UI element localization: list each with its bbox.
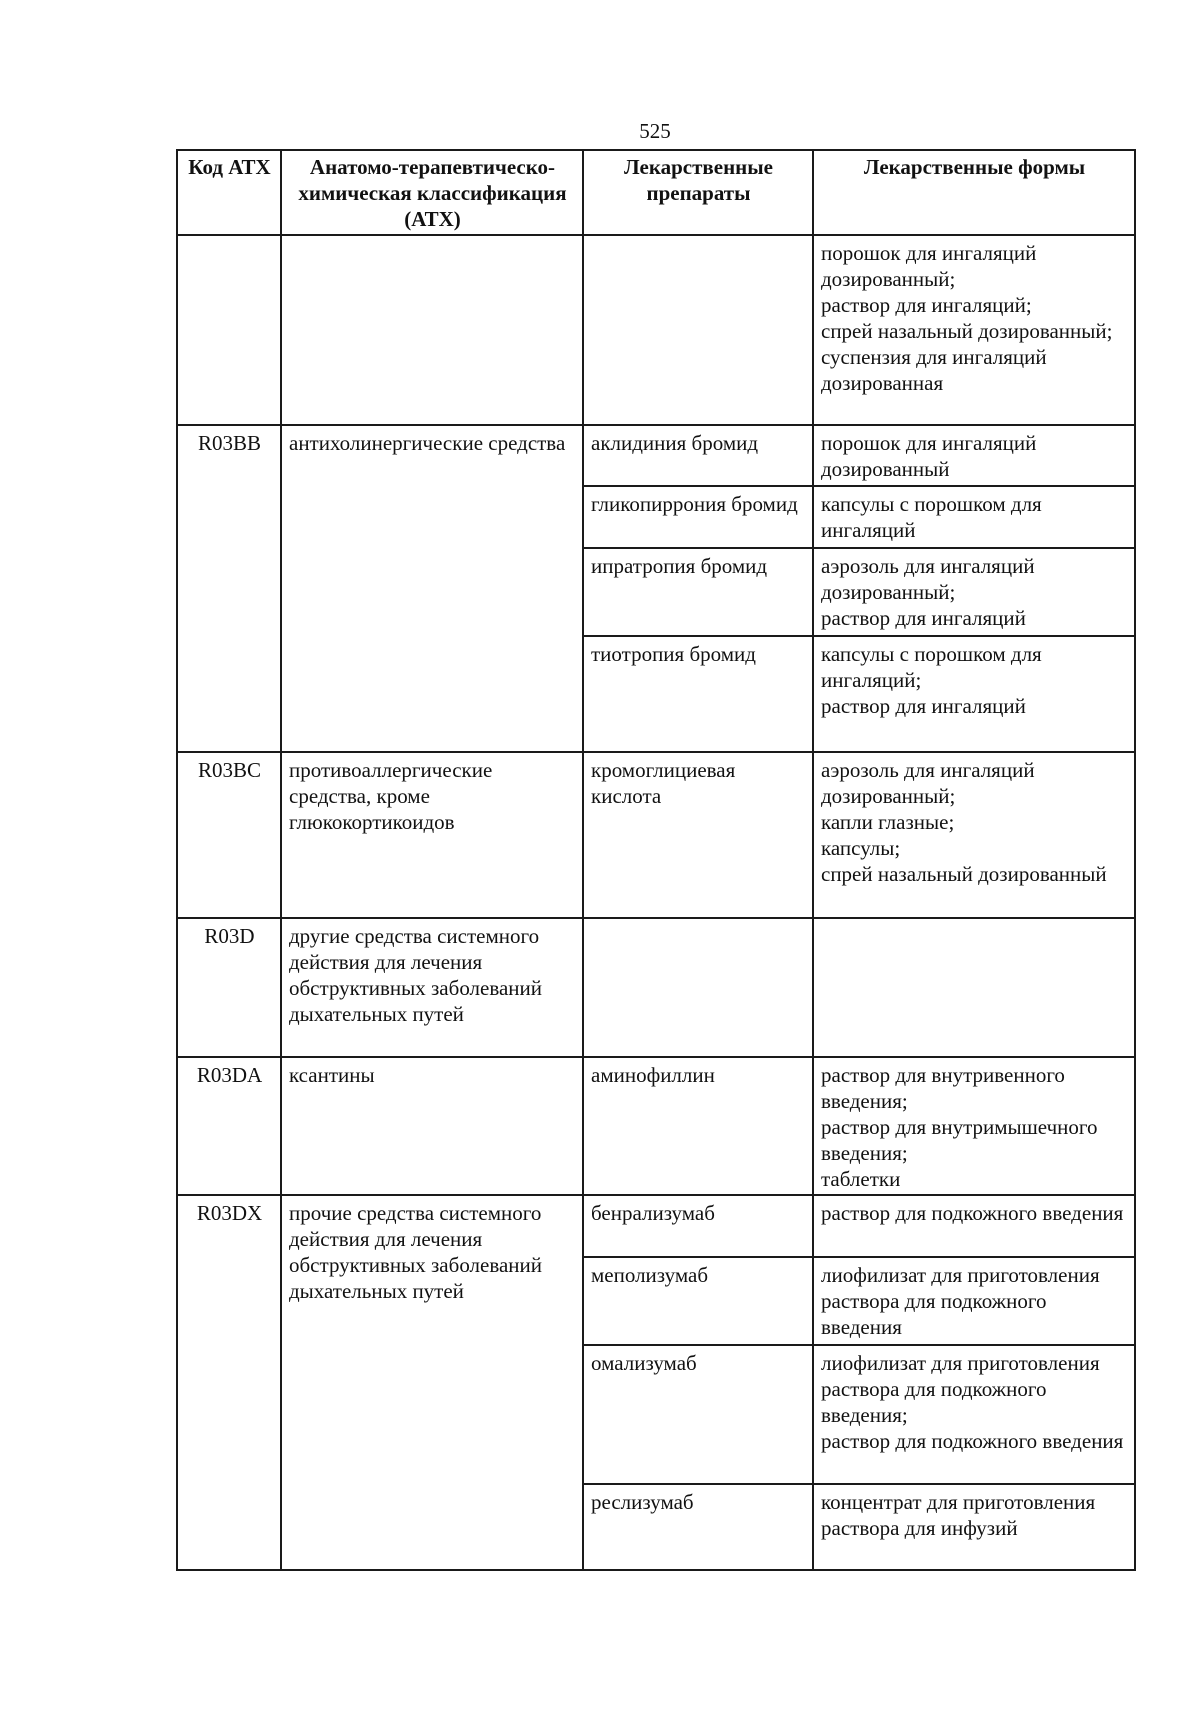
header-classification: Анатомо-терапевтическо-химическая классификация (АТХ) <box>281 150 583 235</box>
form-item: раствор для ингаляций <box>821 606 1026 630</box>
row-forms <box>813 1345 1135 1484</box>
header-forms: Лекарственные формы <box>813 150 1135 235</box>
header-drugs: Лекарственные препараты <box>583 150 813 235</box>
form-item: раствор для ингаляций; <box>821 293 1032 317</box>
row-forms <box>813 1057 1135 1195</box>
row-drug: ипратропия бромид <box>583 548 813 636</box>
row-drug <box>583 235 813 425</box>
row-drug: реслизумаб <box>583 1484 813 1570</box>
row-forms <box>813 1195 1135 1257</box>
row-forms <box>813 548 1135 636</box>
row-drug: омализумаб <box>583 1345 813 1484</box>
form-item: концентрат для приготовления раствора для инфузий <box>821 1490 1096 1540</box>
table-row <box>177 235 1135 425</box>
row-drug: меполизумаб <box>583 1257 813 1345</box>
form-item: спрей назальный дозированный <box>821 862 1107 886</box>
row-drug: аминофиллин <box>583 1057 813 1195</box>
form-item: капсулы; <box>821 836 901 860</box>
form-item: спрей назальный дозированный; <box>821 319 1113 343</box>
row-drug: аклидиния бромид <box>583 425 813 486</box>
row-drug: кромоглициевая кислота <box>583 752 813 918</box>
row-forms <box>813 1257 1135 1345</box>
row-code: R03BB <box>177 425 281 752</box>
form-item: капли глазные; <box>821 810 955 834</box>
row-forms <box>813 636 1135 752</box>
row-class: ксантины <box>281 1057 583 1195</box>
form-item: раствор для подкожного введения <box>821 1429 1124 1453</box>
table-row <box>177 1057 1135 1195</box>
form-item: лиофилизат для приготовления раствора для подкожного введения; <box>821 1351 1100 1427</box>
form-item: лиофилизат для приготовления раствора для подкожного введения <box>821 1263 1100 1339</box>
form-item: раствор для внутримышечного введения; <box>821 1115 1098 1165</box>
form-item: аэрозоль для ингаляций дозированный; <box>821 554 1035 604</box>
row-drug <box>583 918 813 1057</box>
row-forms <box>813 235 1135 425</box>
form-item: раствор для внутривенного введения; <box>821 1063 1065 1113</box>
table-row <box>177 425 1135 486</box>
row-code <box>177 235 281 425</box>
form-item: капсулы с порошком для ингаляций <box>821 492 1042 542</box>
form-item: раствор для ингаляций <box>821 694 1026 718</box>
form-item: суспензия для ингаляций дозированная <box>821 345 1047 395</box>
row-class: другие средства системного действия для лечения обструктивных заболеваний дыхательных путей <box>281 918 583 1057</box>
form-item: раствор для подкожного введения <box>821 1201 1124 1225</box>
row-code: R03D <box>177 918 281 1057</box>
row-forms <box>813 1484 1135 1570</box>
form-item: капсулы с порошком для ингаляций; <box>821 642 1042 692</box>
form-item: аэрозоль для ингаляций дозированный; <box>821 758 1035 808</box>
form-item: порошок для ингаляций дозированный <box>821 431 1037 481</box>
row-forms <box>813 486 1135 548</box>
form-item: порошок для ингаляций дозированный; <box>821 241 1037 291</box>
table-row <box>177 918 1135 1057</box>
row-forms <box>813 752 1135 918</box>
form-item: таблетки <box>821 1167 901 1191</box>
row-class <box>281 235 583 425</box>
header-code: Код АТХ <box>177 150 281 235</box>
row-class: противоаллергические средства, кроме глюкокортикоидов <box>281 752 583 918</box>
row-forms <box>813 425 1135 486</box>
table-header-row <box>177 150 1135 235</box>
row-code: R03BC <box>177 752 281 918</box>
table-row <box>177 752 1135 918</box>
page-number: 525 <box>639 119 671 143</box>
row-drug: гликопиррония бромид <box>583 486 813 548</box>
table-row <box>177 1195 1135 1257</box>
row-drug: тиотропия бромид <box>583 636 813 752</box>
row-forms <box>813 918 1135 1057</box>
atx-table <box>176 149 1136 1571</box>
row-code: R03DA <box>177 1057 281 1195</box>
row-drug: бенрализумаб <box>583 1195 813 1257</box>
row-class: антихолинергические средства <box>281 425 583 752</box>
row-code: R03DX <box>177 1195 281 1570</box>
row-class: прочие средства системного действия для лечения обструктивных заболеваний дыхательных путей <box>281 1195 583 1570</box>
